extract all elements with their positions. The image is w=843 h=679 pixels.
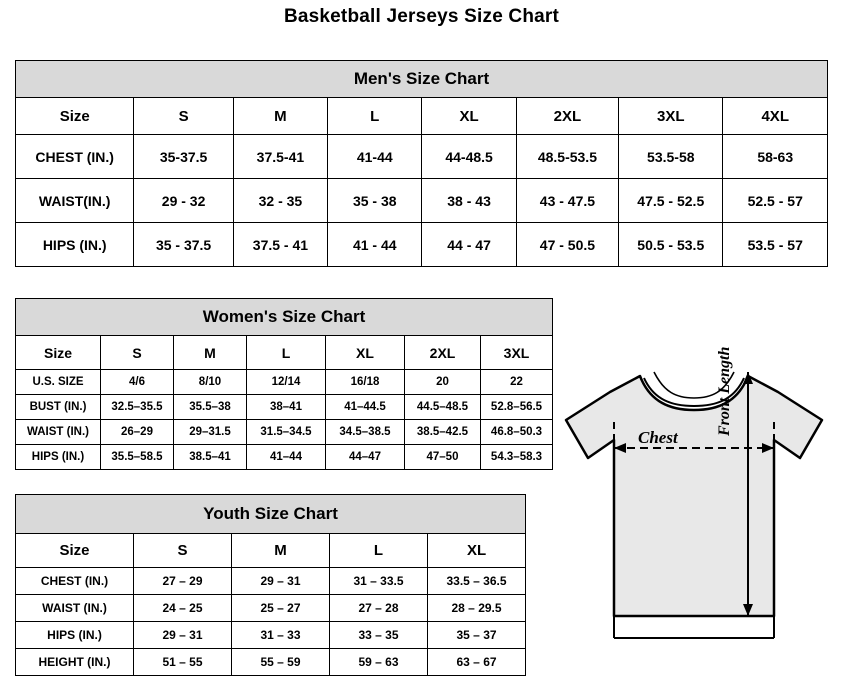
column-header: S <box>101 336 174 370</box>
column-header: XL <box>422 98 516 135</box>
row-label: WAIST (IN.) <box>16 420 101 445</box>
cell: 26–29 <box>101 420 174 445</box>
column-header: 2XL <box>516 98 618 135</box>
cell: 25 – 27 <box>232 595 330 622</box>
cell: 59 – 63 <box>330 649 428 676</box>
cell: 37.5-41 <box>233 135 327 179</box>
cell: 41-44 <box>328 135 422 179</box>
column-header: 3XL <box>619 98 723 135</box>
womens-size-table <box>15 298 553 470</box>
jersey-measurement-diagram <box>548 348 838 663</box>
table-row <box>16 622 526 649</box>
youth-size-table <box>15 494 526 676</box>
cell: 58-63 <box>723 135 828 179</box>
youth-size-chart <box>15 494 525 676</box>
table-row <box>16 370 553 395</box>
mens-size-table <box>15 60 828 267</box>
row-label: HEIGHT (IN.) <box>16 649 134 676</box>
row-label: BUST (IN.) <box>16 395 101 420</box>
cell: 52.8–56.5 <box>481 395 553 420</box>
cell: 34.5–38.5 <box>326 420 405 445</box>
table-caption-row <box>16 299 553 336</box>
column-header: M <box>233 98 327 135</box>
cell: 12/14 <box>247 370 326 395</box>
row-label: WAIST(IN.) <box>16 179 134 223</box>
cell: 35.5–58.5 <box>101 445 174 470</box>
cell: 44 - 47 <box>422 223 516 267</box>
cell: 29 - 32 <box>134 179 233 223</box>
table-row <box>16 420 553 445</box>
cell: 44–47 <box>326 445 405 470</box>
cell: 53.5 - 57 <box>723 223 828 267</box>
table-caption-row <box>16 61 828 98</box>
cell: 20 <box>405 370 481 395</box>
cell: 35 – 37 <box>428 622 526 649</box>
cell: 41–44.5 <box>326 395 405 420</box>
cell: 47–50 <box>405 445 481 470</box>
column-header: XL <box>326 336 405 370</box>
column-header: Size <box>16 98 134 135</box>
cell: 24 – 25 <box>134 595 232 622</box>
table-row <box>16 395 553 420</box>
cell: 33 – 35 <box>330 622 428 649</box>
row-label: U.S. SIZE <box>16 370 101 395</box>
cell: 38.5–41 <box>174 445 247 470</box>
cell: 46.8–50.3 <box>481 420 553 445</box>
cell: 38 - 43 <box>422 179 516 223</box>
column-header: XL <box>428 534 526 568</box>
front-length-measure-label: Front Length <box>716 346 733 436</box>
row-label: WAIST (IN.) <box>16 595 134 622</box>
row-label: HIPS (IN.) <box>16 223 134 267</box>
cell: 31.5–34.5 <box>247 420 326 445</box>
cell: 33.5 – 36.5 <box>428 568 526 595</box>
cell: 31 – 33.5 <box>330 568 428 595</box>
cell: 16/18 <box>326 370 405 395</box>
column-header: M <box>174 336 247 370</box>
cell: 35-37.5 <box>134 135 233 179</box>
column-header: L <box>247 336 326 370</box>
column-header: 4XL <box>723 98 828 135</box>
cell: 22 <box>481 370 553 395</box>
column-header: S <box>134 98 233 135</box>
womens-caption: Women's Size Chart <box>16 299 553 336</box>
cell: 43 - 47.5 <box>516 179 618 223</box>
cell: 27 – 29 <box>134 568 232 595</box>
cell: 54.3–58.3 <box>481 445 553 470</box>
cell: 29 – 31 <box>232 568 330 595</box>
cell: 41–44 <box>247 445 326 470</box>
row-label: CHEST (IN.) <box>16 568 134 595</box>
table-row <box>16 135 828 179</box>
cell: 35 - 38 <box>328 179 422 223</box>
cell: 51 – 55 <box>134 649 232 676</box>
column-header: L <box>328 98 422 135</box>
table-row <box>16 223 828 267</box>
cell: 38.5–42.5 <box>405 420 481 445</box>
cell: 52.5 - 57 <box>723 179 828 223</box>
table-row <box>16 568 526 595</box>
cell: 47.5 - 52.5 <box>619 179 723 223</box>
cell: 48.5-53.5 <box>516 135 618 179</box>
column-header: Size <box>16 336 101 370</box>
column-header: 3XL <box>481 336 553 370</box>
row-label: HIPS (IN.) <box>16 445 101 470</box>
column-header: 2XL <box>405 336 481 370</box>
cell: 27 – 28 <box>330 595 428 622</box>
cell: 29–31.5 <box>174 420 247 445</box>
table-header-row <box>16 534 526 568</box>
womens-size-chart <box>15 298 552 470</box>
cell: 47 - 50.5 <box>516 223 618 267</box>
cell: 63 – 67 <box>428 649 526 676</box>
cell: 41 - 44 <box>328 223 422 267</box>
cell: 44-48.5 <box>422 135 516 179</box>
cell: 55 – 59 <box>232 649 330 676</box>
table-caption-row <box>16 495 526 534</box>
cell: 31 – 33 <box>232 622 330 649</box>
table-row <box>16 179 828 223</box>
jersey-illustration-icon <box>548 348 838 663</box>
cell: 8/10 <box>174 370 247 395</box>
chest-measure-label: Chest <box>638 428 678 447</box>
cell: 50.5 - 53.5 <box>619 223 723 267</box>
table-row <box>16 649 526 676</box>
cell: 53.5-58 <box>619 135 723 179</box>
row-label: HIPS (IN.) <box>16 622 134 649</box>
table-row <box>16 595 526 622</box>
cell: 29 – 31 <box>134 622 232 649</box>
row-label: CHEST (IN.) <box>16 135 134 179</box>
column-header: L <box>330 534 428 568</box>
cell: 35 - 37.5 <box>134 223 233 267</box>
cell: 44.5–48.5 <box>405 395 481 420</box>
table-header-row <box>16 336 553 370</box>
cell: 28 – 29.5 <box>428 595 526 622</box>
cell: 35.5–38 <box>174 395 247 420</box>
cell: 32.5–35.5 <box>101 395 174 420</box>
cell: 32 - 35 <box>233 179 327 223</box>
cell: 4/6 <box>101 370 174 395</box>
table-header-row <box>16 98 828 135</box>
mens-caption: Men's Size Chart <box>16 61 828 98</box>
cell: 37.5 - 41 <box>233 223 327 267</box>
column-header: S <box>134 534 232 568</box>
mens-size-chart <box>15 60 828 267</box>
cell: 38–41 <box>247 395 326 420</box>
column-header: Size <box>16 534 134 568</box>
table-row <box>16 445 553 470</box>
column-header: M <box>232 534 330 568</box>
page-title: Basketball Jerseys Size Chart <box>283 6 560 27</box>
youth-caption: Youth Size Chart <box>16 495 526 534</box>
